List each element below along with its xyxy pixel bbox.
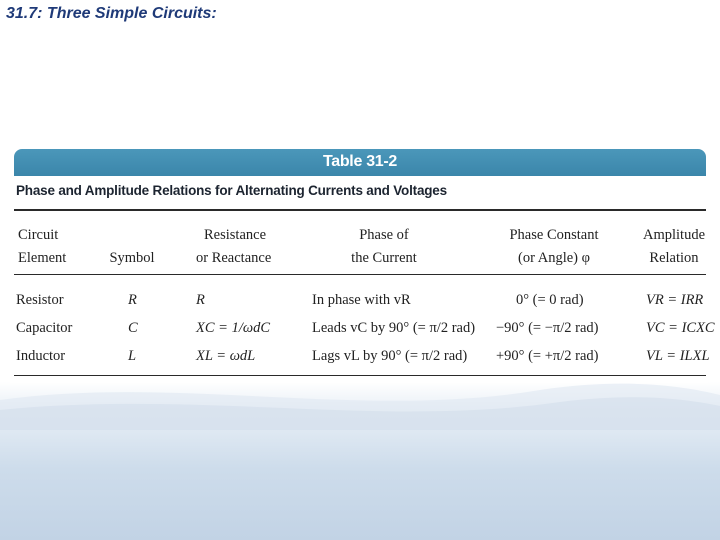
table-top-rule bbox=[14, 209, 706, 211]
header-amplitude: Amplitude Relation bbox=[642, 227, 706, 266]
cell-element: Capacitor bbox=[16, 320, 73, 336]
cell-amplitude: VL = ILXL bbox=[646, 348, 710, 364]
header-phase-constant: Phase Constant (or Angle) φ bbox=[509, 227, 599, 266]
cell-amplitude: VR = IRR bbox=[646, 292, 704, 308]
cell-phase-constant: −90° (= −π/2 rad) bbox=[496, 320, 599, 336]
table-figure bbox=[10, 145, 715, 383]
cell-phase: Lags vL by 90° (= π/2 rad) bbox=[312, 348, 468, 364]
table-caption: Phase and Amplitude Relations for Alternating Currents and Voltages bbox=[16, 183, 447, 198]
cell-symbol: R bbox=[128, 292, 137, 308]
header-phase: Phase of the Current bbox=[351, 227, 417, 266]
cell-reactance: R bbox=[196, 292, 205, 308]
cell-element: Inductor bbox=[16, 348, 66, 364]
table-header-rule bbox=[14, 274, 706, 275]
cell-amplitude: VC = ICXC bbox=[646, 320, 715, 336]
cell-reactance: XL = ωdL bbox=[196, 348, 256, 364]
slide-title: 31.7: Three Simple Circuits: bbox=[6, 5, 217, 22]
cell-phase: Leads vC by 90° (= π/2 rad) bbox=[312, 320, 476, 336]
header-circuit-element: Circuit Element bbox=[18, 227, 67, 266]
cell-symbol: L bbox=[128, 348, 137, 364]
cell-phase-constant: 0° (= 0 rad) bbox=[516, 292, 584, 308]
table-number: Table 31-2 bbox=[322, 153, 398, 170]
table-bottom-rule bbox=[14, 375, 706, 376]
cell-phase-constant: +90° (= +π/2 rad) bbox=[496, 348, 599, 364]
header-reactance: Resistance or Reactance bbox=[196, 227, 272, 266]
cell-element: Resistor bbox=[16, 292, 64, 308]
header-symbol: Symbol bbox=[109, 250, 155, 266]
cell-phase: In phase with vR bbox=[312, 292, 411, 308]
cell-symbol: C bbox=[128, 320, 138, 336]
cell-reactance: XC = 1/ωdC bbox=[196, 320, 271, 336]
table-banner bbox=[14, 149, 706, 176]
